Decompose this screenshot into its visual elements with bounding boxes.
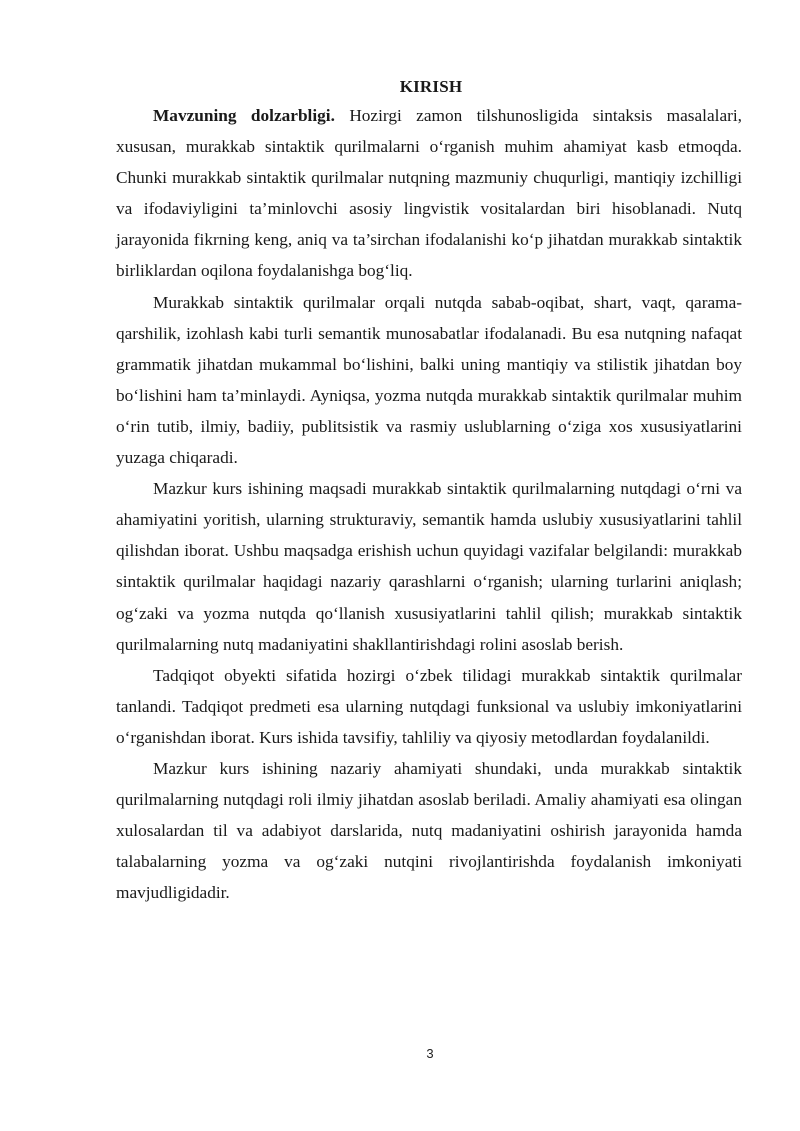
paragraph-lead: Mavzuning dolzarbligi. bbox=[153, 106, 335, 125]
page-content bbox=[116, 74, 742, 908]
paragraph-object-subject: Tadqiqot obyekti sifatida hozirgi o‘zbek tilidagi murakkab sintaktik qurilmalar tanlandi. Tadqiqot predmeti esa ularning nutqdagi funksional va uslubiy imkoniyatlarini o‘rganishdan iborat. Kurs ishida tavsifiy, tahliliy va qiyosiy metodlardan foydalanildi. bbox=[116, 665, 742, 747]
paragraph-significance: Mazkur kurs ishining nazariy ahamiyati shundaki, unda murakkab sintaktik qurilmalarning nutqdagi roli ilmiy jihatdan asoslab beriladi. Amaliy ahamiyati esa olingan xulosalardan til va adabiyot darslarida, nutq madaniyatini oshirish jarayonida hamda talabalarning yozma va og‘zaki nutqini rivojlantirishda foydalanish imkoniyati mavjudligidadir. bbox=[116, 758, 742, 903]
section-title: KIRISH bbox=[399, 77, 463, 96]
paragraph-relevance bbox=[116, 100, 742, 287]
paragraph-semantic-relations: Murakkab sintaktik qurilmalar orqali nutqda sabab-oqibat, shart, vaqt, qarama-qarshilik, izohlash kabi turli semantik munosabatlar ifodalanadi. Bu esa nutqning nafaqat grammatik jihatdan mukammal bo‘lishini, balki uning mantiqiy va stilistik jihatdan boy bo‘lishini ham ta’minlaydi. Ayniqsa, yozma nutqda murakkab sintaktik qurilmalar muhim o‘rin tutib, ilmiy, badiiy, publitsistik va rasmiy uslublarning o‘ziga xos xususiyatlarini yuzaga chiqaradi. bbox=[116, 292, 742, 468]
paragraph-text: Hozirgi zamon tilshunosligida sintaksis masalalari, xususan, murakkab sintaktik qurilmalarni o‘rganish muhim ahamiyat kasb etmoqda. Chunki murakkab sintaktik qurilmalar nutqning mazmuniy chuqurligi, mantiqiy izchilligi va ifodaviyligini ta’minlovchi asosiy lingvistik vositalardan biri hisoblanadi. Nutq jarayonida fikrning keng, aniq va ta’sirchan ifodalanishi ko‘p jihatdan murakkab sintaktik birliklardan oqilona foydalanishga bog‘liq. bbox=[116, 106, 742, 281]
paragraph-goal-tasks: Mazkur kurs ishining maqsadi murakkab sintaktik qurilmalarning nutqdagi o‘rni va ahamiyatini yoritish, ularning strukturaviy, semantik hamda uslubiy xususiyatlarini tahlil qilishdan iborat. Ushbu maqsadga erishish uchun quyidagi vazifalar belgilandi: murakkab sintaktik qurilmalar haqidagi nazariy qarashlarni o‘rganish; ularning turlarini aniqlash; og‘zaki va yozma nutqda qo‘llanish xususiyatlarini tahlil qilish; murakkab sintaktik qurilmalarning nutq madaniyatini shakllantirishdagi rolini asoslab berish. bbox=[116, 479, 742, 654]
page-number: 3 bbox=[426, 1046, 434, 1061]
